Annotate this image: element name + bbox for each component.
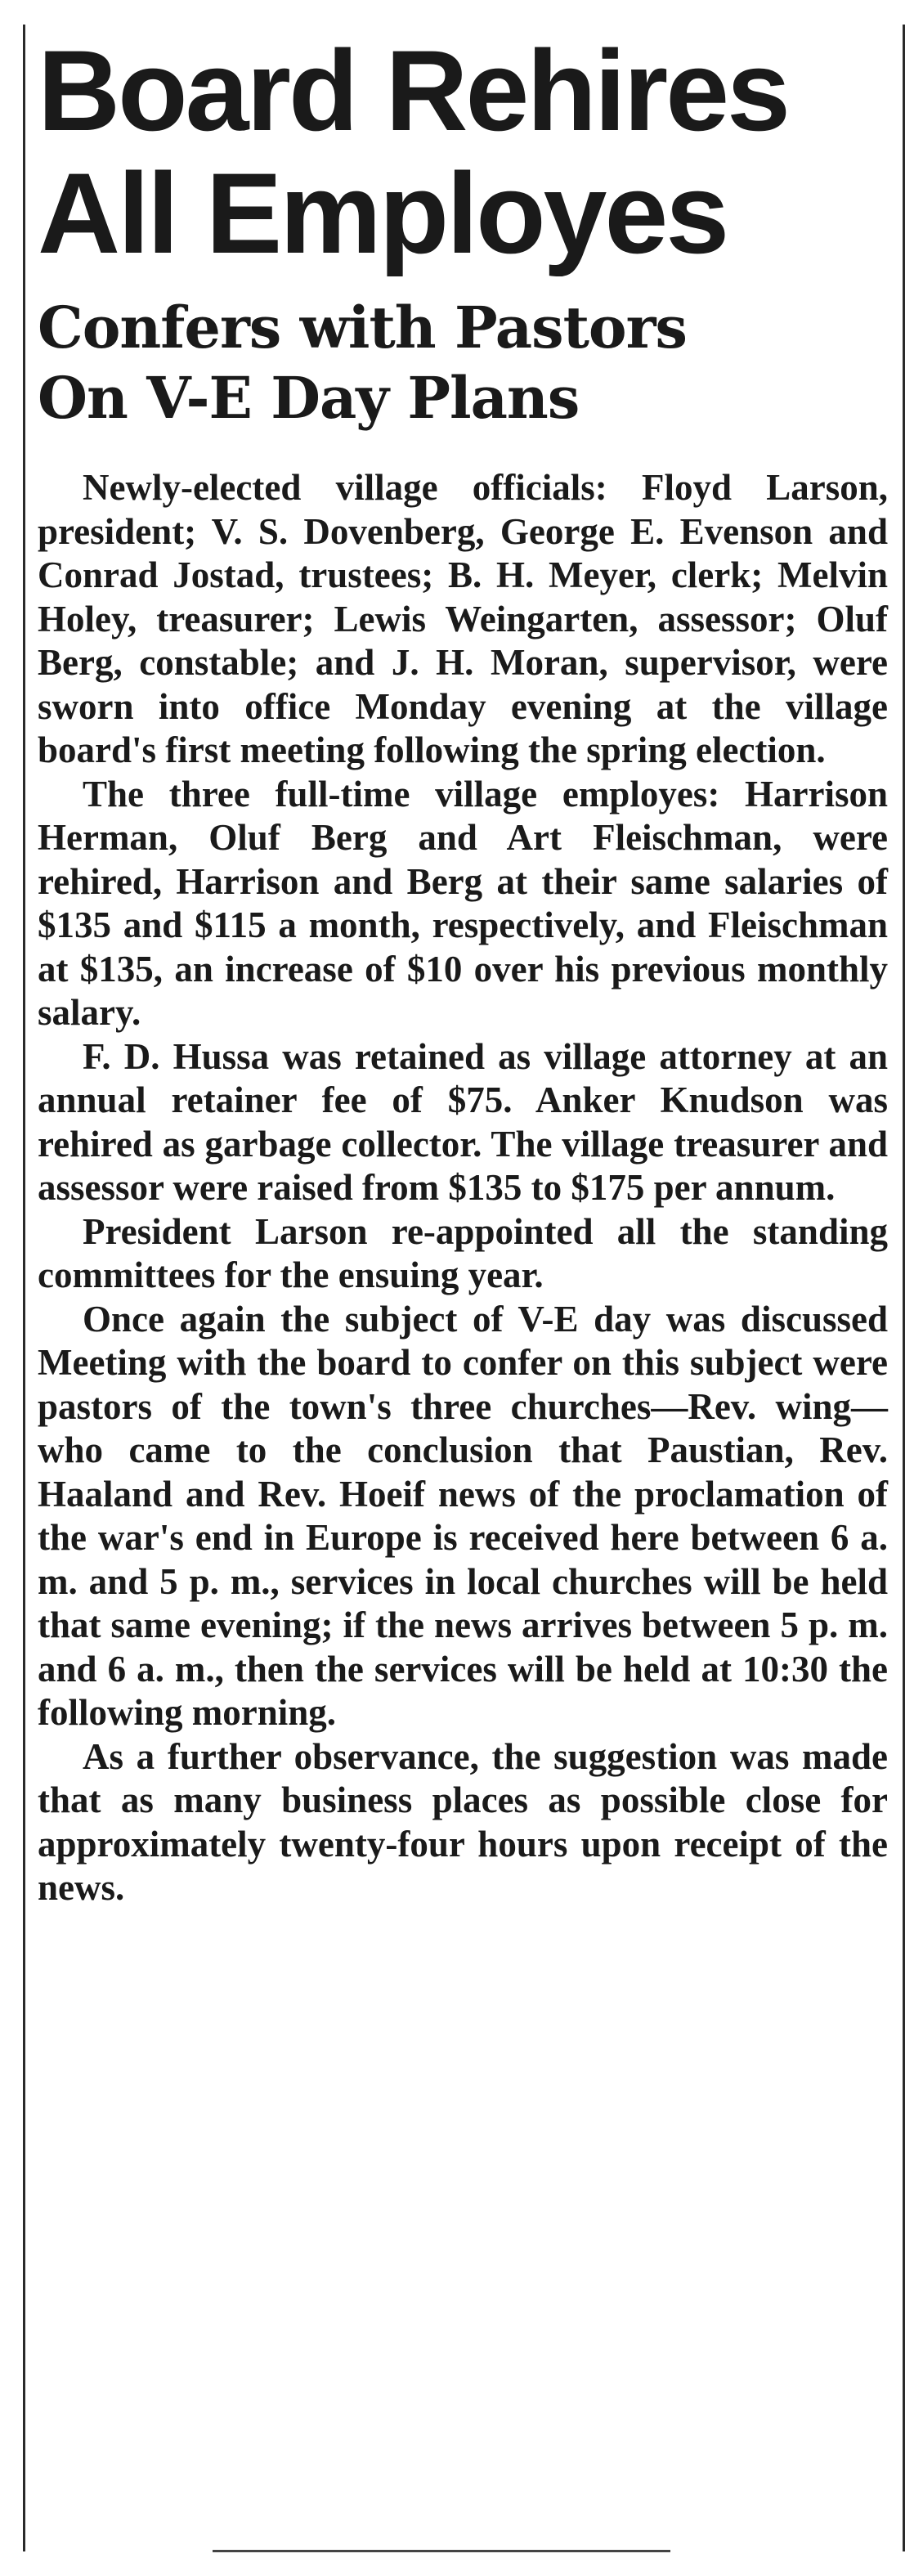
subheadline-line-2: On V-E Day Plans [38, 364, 580, 432]
headline-line-2: All Employes [38, 149, 728, 277]
news-article [38, 26, 888, 1910]
paragraph-observance: As a further observance, the suggestion was made that as many business places as possible close for approximately twenty-four hours upon receipt of the news. [38, 1735, 888, 1908]
paragraph-committees: President Larson re-appointed all the standing committees for the ensuing year. [38, 1210, 888, 1295]
column-rule-left [23, 25, 25, 2551]
article-body [38, 466, 888, 1910]
column-end-rule [213, 2550, 670, 2552]
column-rule-right [903, 25, 905, 2551]
headline-line-1: Board Rehires [38, 26, 788, 155]
headline [38, 26, 888, 277]
subheadline [38, 293, 888, 433]
paragraph-officials: Newly-elected village officials: Floyd Larson, president; V. S. Dovenberg, George E. Evenson and Conrad Jostad, trustees; B. H. Meyer, clerk; Melvin Holey, treasurer; Lewis Weingarten, assessor; Oluf Berg, constable; and J. H. Moran, supervisor, were sworn into office Monday evening at the village board's first meeting following the spring election. [38, 467, 888, 770]
paragraph-attorney: F. D. Hussa was retained as village attorney at an annual retainer fee of $75. Anker Knudson was rehired as garbage collector. The village treasurer and assessor were raised from $135 to $175 per annum. [38, 1035, 888, 1208]
subheadline-line-1: Confers with Pastors [38, 294, 687, 361]
paragraph-ve-day: Once again the subject of V-E day was discussed Meeting with the board to confer on this subject were pastors of the town's three churches—Rev. wing—who came to the conclusion that Paustian, Rev. Haaland and Rev. Hoeif news of the proclamation of the war's end in Europe is received here between 6 a. m. and 5 p. m., services in local churches will be held that same evening; if the news arrives between 5 p. m. and 6 a. m., then the services will be held at 10:30 the following morning. [38, 1298, 888, 1733]
paragraph-employes: The three full-time village employes: Harrison Herman, Oluf Berg and Art Fleischman, were rehired, Harrison and Berg at their same salaries of $135 and $115 a month, respectively, and Fleischman at $135, an increase of $10 over his previous monthly salary. [38, 773, 888, 1033]
